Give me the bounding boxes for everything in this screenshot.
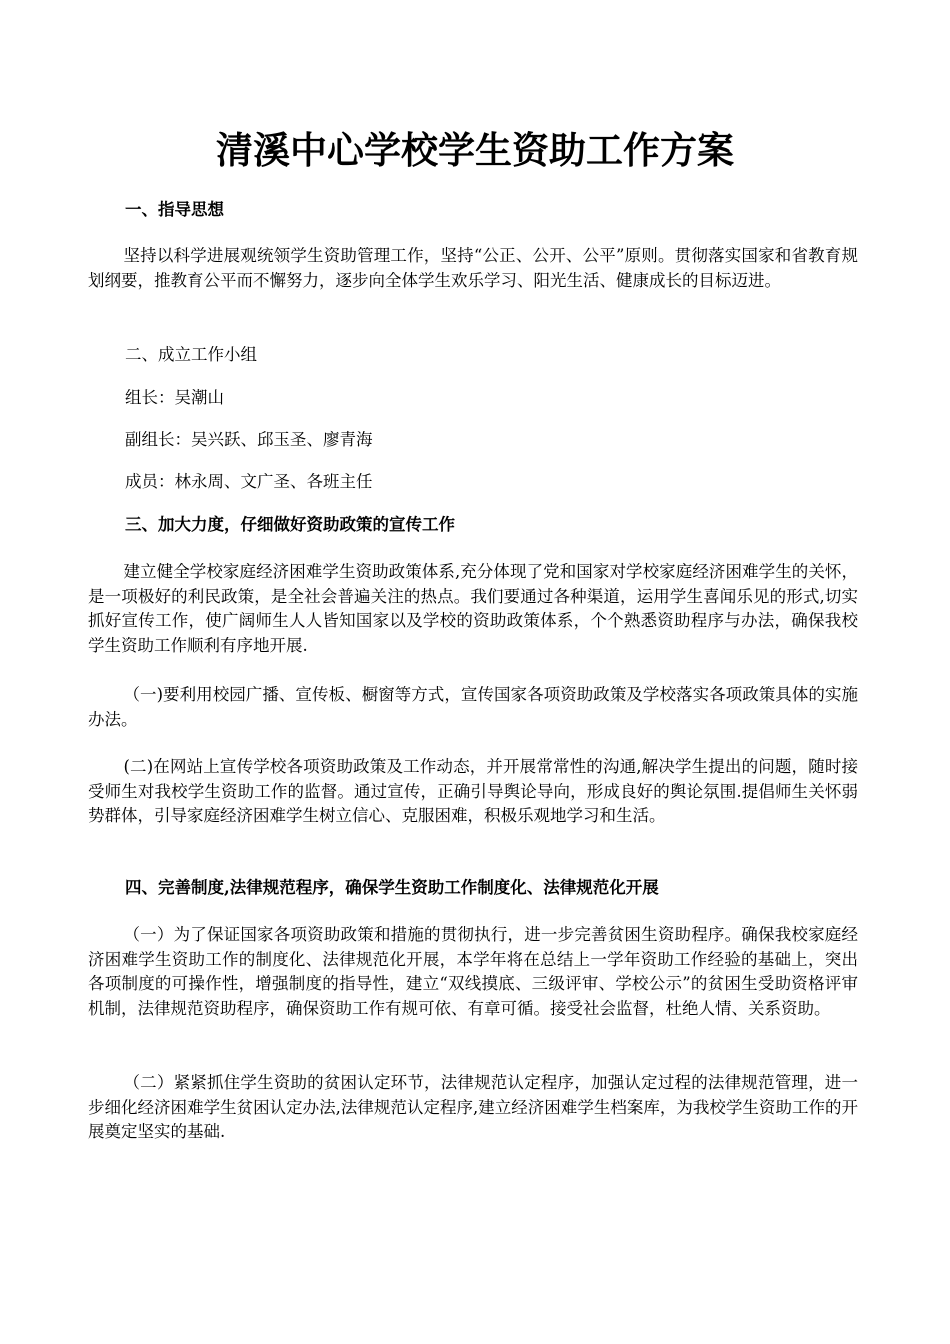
section-heading-publicity: 三、加大力度，仔细做好资助政策的宣传工作	[125, 515, 455, 534]
document-title: 清溪中心学校学生资助工作方案	[216, 128, 734, 172]
paragraph-publicity-intro: 建立健全学校家庭经济困难学生资助政策体系,充分体现了党和国家对学校家庭经济困难学生的关怀，是一项极好的利民政策，是全社会普遍关注的热点。我们要通过各种渠道，运用学生喜闻乐见的形式,切实抓好宣传工作，使广阔师生人人皆知国家以及学校的资助政策体系，个个熟悉资助程序与办法，确保我校学生资助工作顺利有序地开展.	[88, 562, 858, 656]
paragraph-publicity-item-1: （一)要利用校园广播、宣传板、橱窗等方式，宣传国家各项资助政策及学校落实各项政策具体的实施办法。	[88, 685, 858, 729]
group-members: 成员：林永周、文广圣、各班主任	[125, 472, 373, 491]
paragraph-publicity-item-2: (二)在网站上宣传学校各项资助政策及工作动态，并开展常常性的沟通,解决学生提出的问题，随时接受师生对我校学生资助工作的监督。通过宣传，正确引导舆论导向，形成良好的舆论氛围.提倡师生关怀弱势群体，引导家庭经济困难学生树立信心、克服困难，积极乐观地学习和生活。	[88, 757, 858, 826]
paragraph-system-item-2: （二）紧紧抓住学生资助的贫困认定环节，法律规范认定程序，加强认定过程的法律规范管理，进一步细化经济困难学生贫困认定办法,法律规范认定程序,建立经济困难学生档案库，为我校学生资助工作的开展奠定坚实的基础.	[88, 1073, 858, 1142]
paragraph-system-item-1: （一）为了保证国家各项资助政策和措施的贯彻执行，进一步完善贫困生资助程序。确保我校家庭经济困难学生资助工作的制度化、法律规范化开展，本学年将在总结上一学年资助工作经验的基础上，突出各项制度的可操作性，增强制度的指导性，建立“双线摸底、三级评审、学校公示”的贫困生受助资格评审机制，法律规范资助程序，确保资助工作有规可依、有章可循。接受社会监督，杜绝人情、关系资助。	[88, 925, 858, 1019]
group-leader: 组长：吴潮山	[125, 388, 224, 407]
group-vice-leaders: 副组长：吴兴跃、邱玉圣、廖青海	[125, 430, 373, 449]
section-heading-working-group: 二、成立工作小组	[125, 345, 257, 364]
section-heading-system: 四、完善制度,法律规范程序，确保学生资助工作制度化、法律规范化开展	[125, 878, 659, 897]
section-heading-guiding-thought: 一、指导思想	[125, 200, 224, 219]
paragraph-guiding-thought: 坚持以科学进展观统领学生资助管理工作，坚持“公正、公开、公平”原则。贯彻落实国家和省教育规划纲要，推教育公平而不懈努力，逐步向全体学生欢乐学习、阳光生活、健康成长的目标迈进。	[88, 246, 858, 290]
